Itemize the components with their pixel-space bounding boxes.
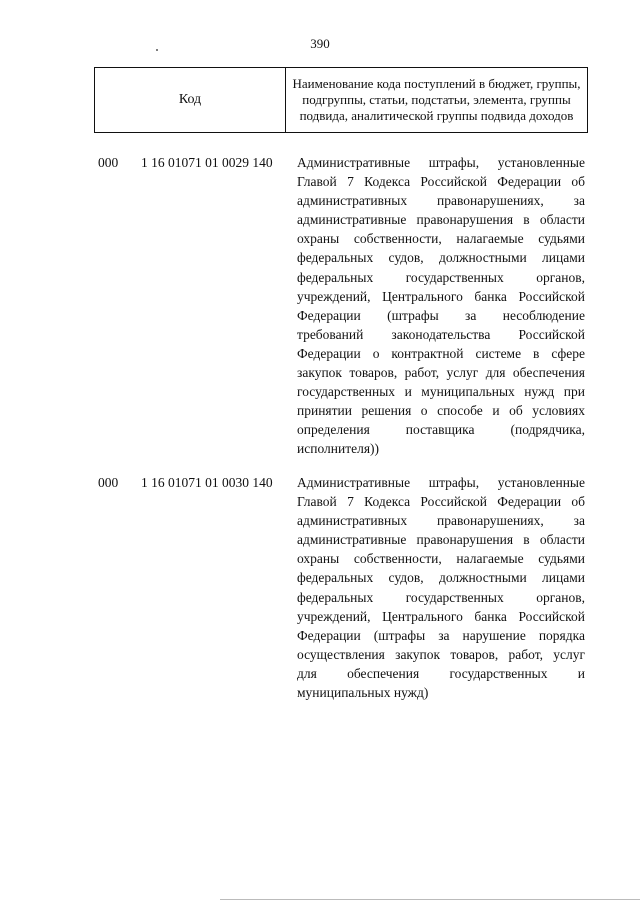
description-line: охраны собственности, налагаемые судьями [297,231,585,247]
row-revenue-code: 1 16 01071 01 0029 140 [141,155,273,170]
table-header [94,67,588,133]
description-line: административные правонарушения в области [297,532,585,548]
row-description [297,473,585,702]
description-line: Административные штрафы, установленные [297,475,585,490]
row-revenue-code: 1 16 01071 01 0030 140 [141,475,273,490]
scan-speck [156,49,158,51]
description-line: федеральных судов, должностными лицами [297,570,585,586]
description-line: требований законодательства Российской [297,326,585,342]
description-line: Федерации (штрафы за нарушение порядка [297,627,585,643]
description-line: Федерации о контрактной системе в сфере [297,345,585,361]
description-line: муниципальных нужд) [297,685,429,701]
scan-edge-line [220,899,640,900]
description-line: принятии решения о способе и об условиях [297,403,585,419]
description-line: для обеспечения государственных и [297,665,585,681]
description-line: Главой 7 Кодекса Российской Федерации об [297,494,585,510]
row-description [297,153,585,459]
header-code-column: Код [95,68,286,132]
description-line: государственных и муниципальных нужд при [297,384,585,400]
description-line: административных правонарушениях, за [297,513,585,529]
header-name-column: Наименование кода поступлений в бюджет, группы, подгруппы, статьи, подстатьи, элемента, группы подвида, аналитической группы подвида доходов [292,76,581,123]
description-line: учреждений, Центрального банка Российской [297,608,585,624]
row-admin-code: 000 [98,475,119,490]
page-number: 390 [310,36,330,51]
description-line: административных правонарушениях, за [297,193,585,209]
description-line: федеральных государственных органов, [297,589,585,605]
description-line: учреждений, Центрального банка Российской [297,288,585,304]
description-line: охраны собственности, налагаемые судьями [297,551,585,567]
description-line: осуществления закупок товаров, работ, услуг [297,646,585,662]
description-line: федеральных государственных органов, [297,269,585,285]
description-line: Главой 7 Кодекса Российской Федерации об [297,174,585,190]
description-line: административные правонарушения в области [297,212,585,228]
description-line: Административные штрафы, установленные [297,155,585,170]
row-admin-code: 000 [98,155,119,170]
description-line: Федерации (штрафы за несоблюдение [297,307,585,323]
description-line: федеральных судов, должностными лицами [297,250,585,266]
description-line: исполнителя)) [297,441,380,457]
description-line: закупок товаров, работ, услуг для обеспечения [297,365,585,381]
description-line: определения поставщика (подрядчика, [297,422,585,438]
